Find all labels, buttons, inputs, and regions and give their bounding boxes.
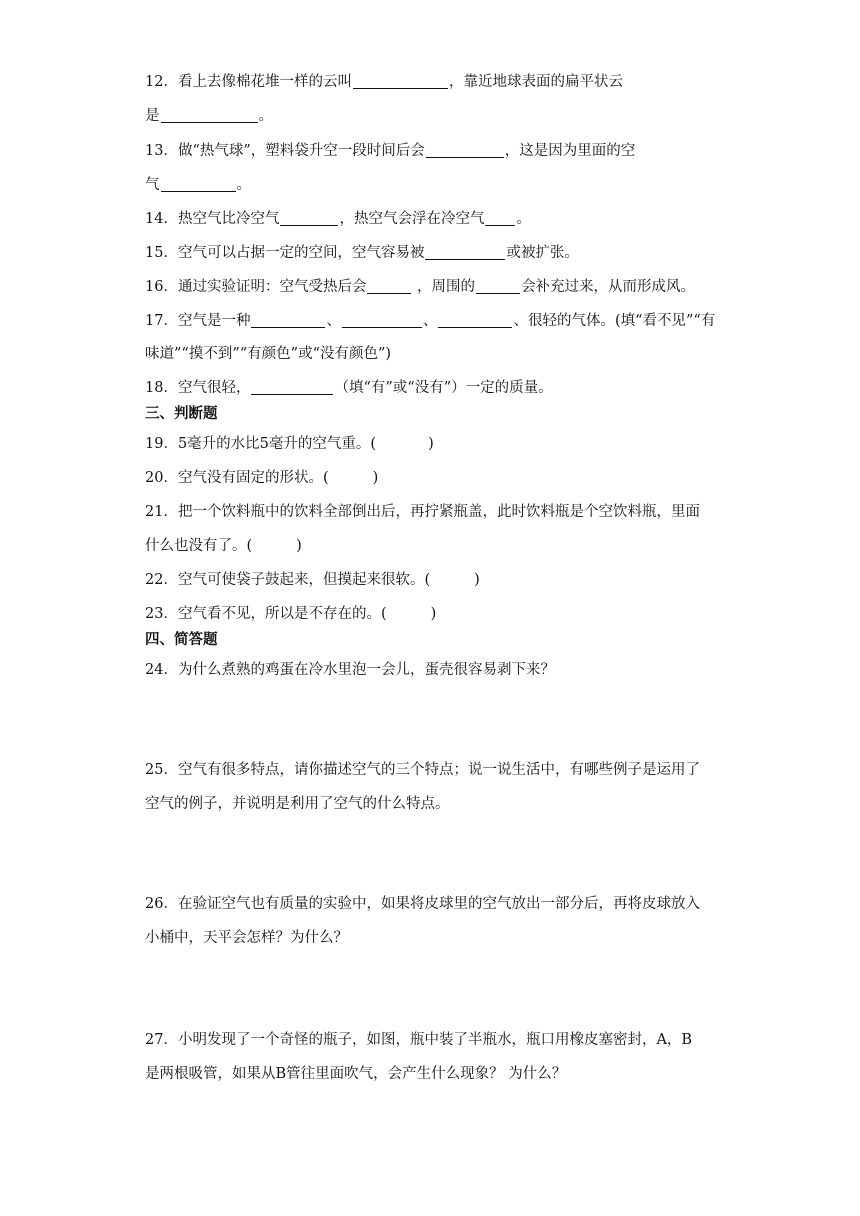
question-18-text-b: （填“有”或“没有”）一定的质量。 <box>334 380 553 396</box>
question-21-text-2: 什么也没有了。 <box>145 538 247 554</box>
question-26-text-2: 小桶中，天平会怎样？为什么？ <box>145 930 348 946</box>
question-17-separator-2: 、 <box>422 313 438 329</box>
question-24 <box>145 660 555 680</box>
question-17-text-a: 17．空气是一种 <box>145 313 251 329</box>
question-12-text-d: 。 <box>258 108 273 124</box>
question-17-separator-1: 、 <box>326 313 341 329</box>
question-15 <box>145 243 579 263</box>
question-13-line-1 <box>145 141 635 161</box>
question-27-text-2: 是两根吸管，如果从B管往里面吹气，会产生什么现象？ 为什么？ <box>145 1066 567 1082</box>
question-13-text-d: 。 <box>236 177 251 193</box>
question-21-line-2 <box>145 536 302 556</box>
answer-blank-14-2[interactable] <box>485 210 515 226</box>
answer-blank-16-1[interactable] <box>367 278 411 294</box>
question-23 <box>145 604 436 624</box>
open-paren: ( <box>370 436 377 452</box>
question-17-text-b: 、很轻的气体。(填“看不见”“有 <box>513 313 716 329</box>
answer-blank-17-3[interactable] <box>438 312 512 328</box>
question-17-line-2 <box>145 344 391 364</box>
question-16-text-a: 16．通过实验证明：空气受热后会 <box>145 279 367 295</box>
question-13-text-a: 13．做“热气球”，塑料袋升空一段时间后会 <box>145 143 425 159</box>
question-13-text-b: ，这是因为里面的空 <box>504 143 636 159</box>
close-paren: ) <box>296 538 302 554</box>
question-14 <box>145 209 531 229</box>
answer-paren-20[interactable] <box>323 468 378 488</box>
answer-blank-13-2[interactable] <box>161 176 236 192</box>
question-26-line-2 <box>145 928 348 948</box>
question-14-text-a: 14．热空气比冷空气 <box>145 211 280 227</box>
question-27-line-2 <box>145 1064 566 1084</box>
section-heading-judge: 三、判断题 <box>145 406 218 422</box>
question-12-line-1 <box>145 72 623 92</box>
question-26-text-1: 26．在验证空气也有质量的实验中，如果将皮球里的空气放出一部分后，再将皮球放入 <box>145 896 700 912</box>
question-12-line-2 <box>145 106 273 126</box>
question-19 <box>145 434 434 454</box>
question-27-line-1 <box>145 1030 692 1050</box>
question-25-line-1 <box>145 760 700 780</box>
question-17-line-1 <box>145 311 715 331</box>
question-21-text-1: 21．把一个饮料瓶中的饮料全部倒出后，再拧紧瓶盖，此时饮料瓶是个空饮料瓶，里面 <box>145 504 700 520</box>
open-paren: ( <box>380 606 387 622</box>
open-paren: ( <box>322 470 329 486</box>
answer-blank-17-1[interactable] <box>251 312 325 328</box>
answer-area-26[interactable] <box>145 954 715 1024</box>
question-14-text-c: 。 <box>516 211 531 227</box>
answer-area-25[interactable] <box>145 820 715 886</box>
close-paren: ) <box>474 572 480 588</box>
question-18-text-a: 18．空气很轻， <box>145 380 251 396</box>
question-22 <box>145 570 480 590</box>
question-25-text-2: 空气的例子，并说明是利用了空气的什么特点。 <box>145 796 450 812</box>
question-12-text-b: ，靠近地球表面的扁平状云 <box>448 74 623 90</box>
question-24-text: 24．为什么煮熟的鸡蛋在冷水里泡一会儿，蛋壳很容易剥下来？ <box>145 662 555 678</box>
question-25-text-1: 25．空气有很多特点，请你描述空气的三个特点；说一说生活中，有哪些例子是运用了 <box>145 762 700 778</box>
question-14-text-b: ，热空气会浮在冷空气 <box>339 211 485 227</box>
close-paren: ) <box>430 606 437 622</box>
question-13-text-c: 气 <box>145 177 160 193</box>
close-paren: ) <box>428 436 434 452</box>
question-13-line-2 <box>145 175 251 195</box>
answer-area-27[interactable] <box>145 1092 715 1182</box>
question-22-text: 22．空气可使袋子鼓起来，但摸起来很软。 <box>145 572 425 588</box>
question-18 <box>145 378 553 398</box>
question-25-line-2 <box>145 794 450 814</box>
answer-paren-23[interactable] <box>381 604 436 624</box>
answer-blank-18[interactable] <box>251 379 333 395</box>
question-23-text: 23．空气看不见，所以是不存在的。 <box>145 606 381 622</box>
answer-blank-14-1[interactable] <box>280 210 338 226</box>
answer-blank-12-1[interactable] <box>353 73 448 89</box>
answer-blank-16-2[interactable] <box>476 278 520 294</box>
section-heading-short-answer: 四、简答题 <box>145 632 218 648</box>
answer-blank-17-2[interactable] <box>342 312 422 328</box>
question-20-text: 20．空气没有固定的形状。 <box>145 470 323 486</box>
question-21-line-1 <box>145 502 700 522</box>
question-15-text-b: 或被扩张。 <box>506 245 579 261</box>
question-12-text-c: 是 <box>145 108 160 124</box>
answer-paren-19[interactable] <box>370 434 433 454</box>
question-26-line-1 <box>145 894 700 914</box>
question-16 <box>145 277 695 297</box>
answer-blank-13-1[interactable] <box>426 142 504 158</box>
question-17-text-c: 味道”“摸不到”“有颜色”或“没有颜色”) <box>145 346 392 362</box>
close-paren: ) <box>372 470 379 486</box>
answer-blank-15[interactable] <box>425 244 505 260</box>
question-16-text-b: ，周围的 <box>412 279 476 295</box>
question-15-text-a: 15．空气可以占据一定的空间，空气容易被 <box>145 245 425 261</box>
question-16-text-c: 会补充过来，从而形成风。 <box>521 279 696 295</box>
answer-paren-22[interactable] <box>424 570 479 590</box>
answer-paren-21[interactable] <box>247 536 302 556</box>
open-paren: ( <box>424 572 431 588</box>
answer-blank-12-2[interactable] <box>161 107 258 123</box>
open-paren: ( <box>246 538 253 554</box>
question-27-text-1: 27．小明发现了一个奇怪的瓶子，如图，瓶中装了半瓶水，瓶口用橡皮塞密封，A，B <box>145 1032 693 1048</box>
question-19-text: 19．5毫升的水比5毫升的空气重。 <box>145 436 371 452</box>
answer-area-24[interactable] <box>145 686 715 752</box>
question-12-text-a: 12．看上去像棉花堆一样的云叫 <box>145 74 352 90</box>
question-20 <box>145 468 378 488</box>
